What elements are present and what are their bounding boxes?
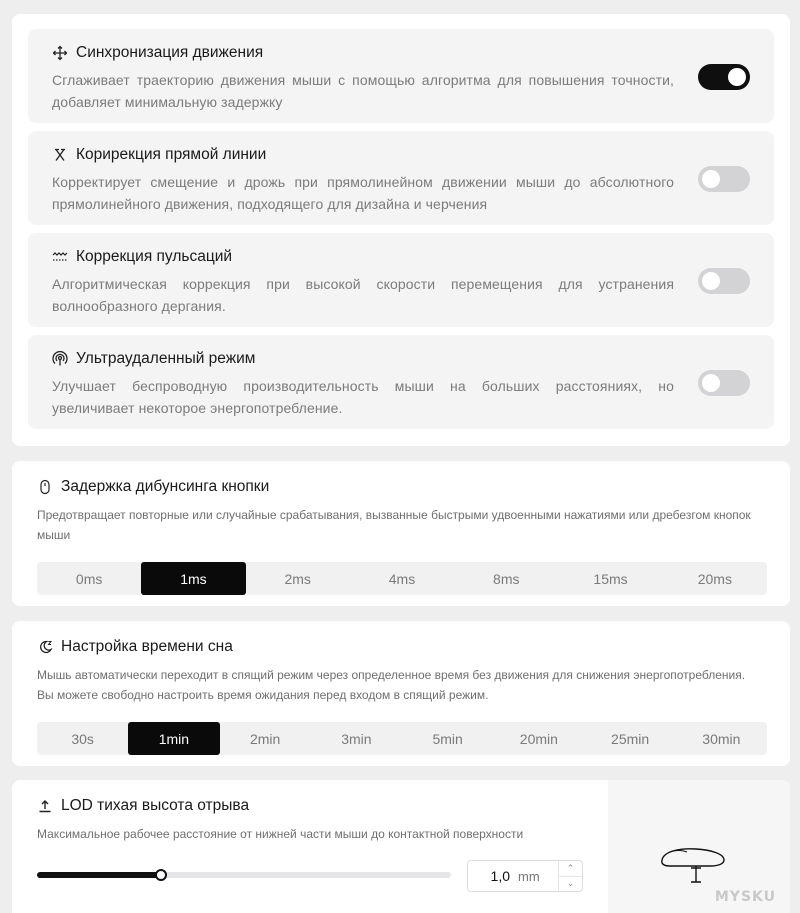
sleep-option-2min[interactable]: 2min — [249, 730, 281, 747]
debounce-option-8ms[interactable]: 8ms — [493, 570, 520, 587]
lod-value[interactable]: 1,0 — [490, 868, 510, 884]
sleep-option-30s[interactable]: 30s — [71, 730, 94, 747]
lod-value-input[interactable] — [467, 860, 583, 892]
setting-description: Предотвращает повторные или случайные срабатывания, вызванные быстрыми удвоенными нажатиями или дребезгом кнопок мыши — [37, 508, 751, 542]
ripple-control-toggle[interactable] — [698, 268, 750, 294]
setting-description: Максимальное рабочее расстояние от нижней части мыши до контактной поверхности — [37, 827, 524, 841]
feature-title: Ультраудаленный режим — [76, 350, 256, 367]
motion-sync-toggle[interactable] — [698, 64, 750, 90]
feature-title: Коррекция пульсаций — [76, 248, 233, 265]
feature-description: Корректирует смещение и дрожь при прямолинейном движении мыши до абсолютного прямолинейного движения, подходящего для дизайна и черчения — [52, 174, 674, 212]
feature-long-range — [28, 335, 774, 429]
lod-illustration — [608, 780, 790, 913]
sleep-segmented-control — [37, 722, 767, 755]
chevron-up-icon[interactable]: ⌃ — [559, 861, 582, 877]
mouse-height-illustration — [656, 842, 736, 892]
feature-description: Алгоритмическая коррекция при высокой скорости перемещения для устранения волнообразного дергания. — [52, 276, 674, 314]
feature-description: Улучшает беспроводную производительность мыши на больших расстояниях, но увеличивает некоторое энергопотребление. — [52, 378, 674, 416]
debounce-panel — [12, 461, 790, 606]
feature-description: Сглаживает траекторию движения мыши с помощью алгоритма для повышения точности, добавляет минимальную задержку — [52, 72, 674, 110]
feature-title: Синхронизация движения — [76, 44, 264, 61]
slider-thumb[interactable] — [155, 869, 167, 881]
debounce-option-15ms[interactable]: 15ms — [593, 570, 628, 587]
setting-title: Задержка дибунсинга кнопки — [61, 478, 270, 495]
debounce-option-1ms[interactable]: 1ms — [141, 562, 245, 595]
watermark: MYSKU — [714, 889, 776, 905]
feature-ripple-control — [28, 233, 774, 327]
sleep-option-3min[interactable]: 3min — [341, 730, 372, 747]
sleep-panel — [12, 621, 790, 766]
setting-title: Настройка времени сна — [61, 638, 233, 655]
lod-slider[interactable] — [37, 872, 451, 878]
straight-line-icon — [52, 147, 68, 163]
slider-fill — [37, 872, 161, 878]
long-range-toggle[interactable] — [698, 370, 750, 396]
debounce-segmented-control — [37, 562, 767, 595]
signal-antenna-icon — [52, 351, 68, 367]
sleep-option-25min[interactable]: 25min — [611, 730, 650, 747]
lod-unit: mm — [518, 868, 540, 884]
debounce-option-2ms[interactable]: 2ms — [284, 570, 311, 587]
sleep-option-30min[interactable]: 30min — [702, 730, 741, 747]
feature-straight-line — [28, 131, 774, 225]
straight-line-toggle[interactable] — [698, 166, 750, 192]
sleep-option-1min[interactable]: 1min — [128, 722, 219, 755]
chevron-down-icon[interactable]: ⌄ — [566, 878, 575, 889]
feature-toggles-panel — [12, 14, 790, 446]
move-arrows-icon — [52, 45, 68, 61]
debounce-option-4ms[interactable]: 4ms — [388, 570, 416, 587]
feature-motion-sync — [28, 29, 774, 123]
feature-title: Корирекция прямой линии — [76, 146, 267, 163]
lift-off-icon — [37, 798, 53, 814]
mouse-icon — [37, 479, 53, 495]
sleep-option-20min[interactable]: 20min — [519, 730, 558, 747]
ripple-wave-icon — [52, 249, 68, 265]
debounce-option-20ms[interactable]: 20ms — [697, 570, 732, 587]
lod-panel — [12, 780, 790, 913]
sleep-option-5min[interactable]: 5min — [432, 730, 463, 747]
moon-icon — [37, 639, 53, 655]
debounce-option-0ms[interactable]: 0ms — [75, 570, 103, 587]
lod-stepper — [558, 861, 582, 891]
setting-title: LOD тихая высота отрыва — [61, 797, 250, 814]
setting-description: Мышь автоматически переходит в спящий режим через определенное время без движения для снижения энергопотребления. Вы можете свободно настроить время ожидания перед входом в спящий режим. — [37, 668, 746, 702]
